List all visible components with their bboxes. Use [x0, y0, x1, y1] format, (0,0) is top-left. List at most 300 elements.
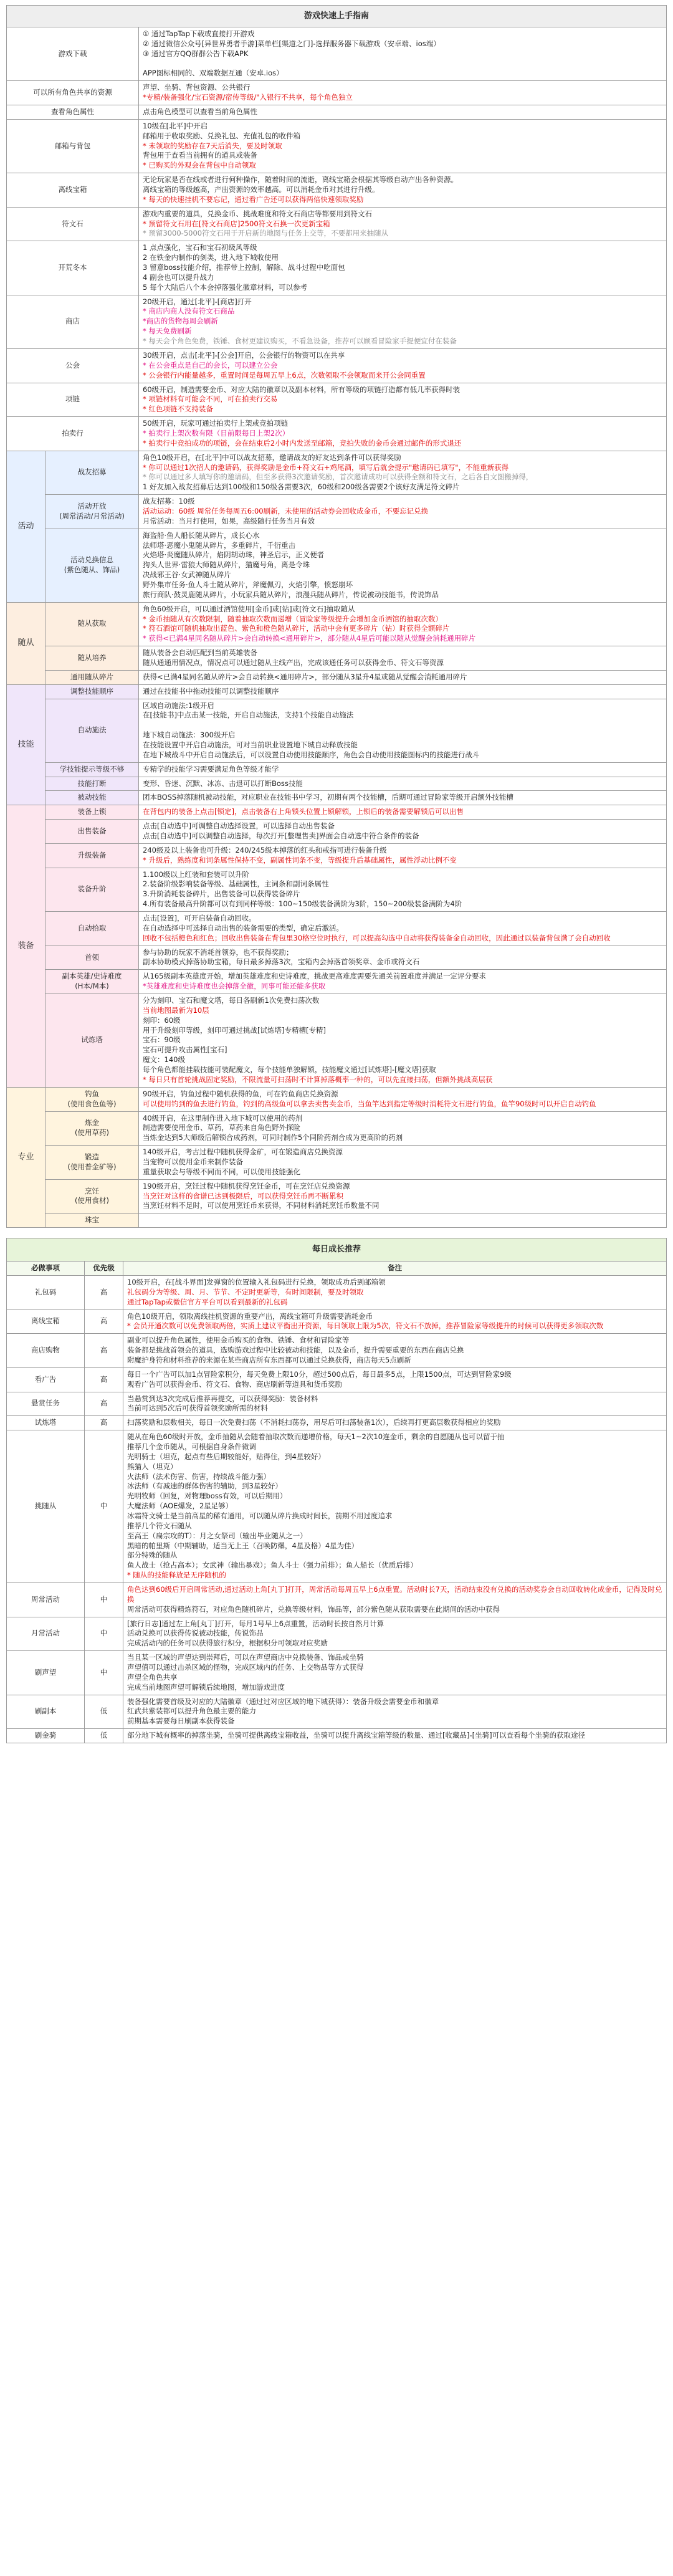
- note-line: 参与协助的玩家不消耗首领券，也不获得奖励；: [143, 947, 294, 957]
- guide-row: [7, 241, 667, 295]
- row-content: [139, 1111, 667, 1146]
- row-name: 离线宝箱: [7, 173, 139, 208]
- note-line: 部分地下城有概率的掉落坐骑，坐骑可提供离线宝箱收益，坐骑可以提升离线宝箱等级的数量、通过[收藏品]-[坐骑]可以查看每个坐骑的获取途径: [127, 1731, 586, 1740]
- note-line: 决战邪王谷·女武神随从碎片: [143, 570, 231, 580]
- note-line: 鱼人战士（抢占高本）；女武神（输出暴戏）；鱼人斗士（强力前排）；鱼人船长（优质后排）: [127, 1561, 418, 1570]
- note-line: * 在公会重点是自己的会长，可以建立公会: [143, 360, 278, 370]
- daily-priority: 高: [85, 1367, 123, 1392]
- note-line: 1 点点强化，宝石和宝石初级风等级: [143, 243, 257, 252]
- note-line: 4 副会也可以提升战力: [143, 272, 214, 282]
- row-name: 钓鱼 (使用食色鱼等): [45, 1087, 139, 1111]
- guide-row: [7, 791, 667, 805]
- row-content: [139, 868, 667, 911]
- daily-priority: 高: [85, 1392, 123, 1416]
- note-line: 1.100级以上红装和套装可以升阶: [143, 869, 249, 879]
- daily-note: [123, 1416, 667, 1430]
- note-line: 法师塔·恶魔小鬼随从碎片，多重碎片，千衍重击: [143, 540, 296, 550]
- note-line: * 红色项链不支持装备: [143, 405, 213, 414]
- note-line: 当烹饪材料不足时，可以使用烹饪币来获得，不同材料消耗烹饪币数量不同: [143, 1201, 379, 1210]
- row-content: [139, 451, 667, 494]
- guide-row: [7, 912, 667, 946]
- note-line: 可以使用钓到的鱼去进行钓鱼，钓到的高级鱼可以拿去卖售卖金币，当鱼竿达到指定等级时消耗符文石进行钓鱼，鱼竿90级时可以开启自动钓鱼: [143, 1099, 596, 1108]
- daily-note: [123, 1583, 667, 1617]
- col-note: 备注: [123, 1262, 667, 1276]
- note-line: * 会员开通次数可以免费领取两倍，实质上建议平衡出开资源，每日领取上限为5次，符文石不放掉，推荐冒险家等级提升的时候可以获得更多领取次数: [127, 1321, 604, 1331]
- guide-row: [7, 670, 667, 684]
- row-content: [139, 1146, 667, 1180]
- note-line: 黑暗的帕里斯（中期辅助，适当无上王（召唤防爆，4星及格）4星为佳）: [127, 1541, 359, 1550]
- daily-note: [123, 1334, 667, 1368]
- guide-row: [7, 946, 667, 970]
- note-line: 宝石：90级: [143, 1035, 181, 1045]
- note-line: 副业可以提升角色属性，使用金币购买的食物、铁锤、食材和冒险家等: [127, 1336, 350, 1345]
- row-content: [139, 646, 667, 671]
- col-item: 必做事项: [7, 1262, 85, 1276]
- daily-priority: 高: [85, 1334, 123, 1368]
- daily-priority: 低: [85, 1695, 123, 1729]
- note-line: 冰霜符文骑士是当前高星的稀有通用，可以随从碎片换成时间长，前期不用过度追求: [127, 1511, 393, 1520]
- note-line: * 拍卖行中竞拍成功的项链，会在结束后2小时内发送至邮箱，竞拍失败的金币会通过邮件的形式退还: [143, 438, 462, 448]
- note-line: 3 留意boss技能介绍，推荐带上控制，解除、战斗过程中吃面包: [143, 263, 345, 272]
- note-line: *英雄难度和史诗难度也会掉落全徽，同事可能还能多获取: [143, 982, 326, 991]
- note-line: 4.所有装备最高升阶都可以有到同样等级：100~150级装备满阶为3阶，150~200级装备满阶为4阶: [143, 899, 462, 909]
- row-name: 开荒冬本: [7, 241, 139, 295]
- row-content: [139, 207, 667, 241]
- note-line: 光明牧师（回复，对物理boss有效，可以后期用）: [127, 1491, 287, 1501]
- row-content: [139, 348, 667, 383]
- row-content: [139, 241, 667, 295]
- daily-row: [7, 1617, 667, 1651]
- row-name: 锻造 (使用普金矿等): [45, 1146, 139, 1180]
- note-line: 每日一个广告可以加1点冒险家积分，每天免费上限10分，超过500点后，每日最多5点，上限1500点，可达到冒险家9级: [127, 1369, 512, 1379]
- note-line: 战友招募：10级: [143, 497, 195, 506]
- note-line: * 金币抽随从有次数限制，随着抽取次数而递增（冒险家等级提升会增加金币酒馆的抽取次数）: [143, 614, 442, 623]
- note-line: 背包用于查看当前拥有的道具或装备: [143, 151, 257, 160]
- guide-row: [7, 820, 667, 844]
- note-line: * 符石酒馆可随机抽取出蓝色、紫色和橙色随从碎片，活动中会有更多碎片（钻）时获得全额碎片: [143, 624, 450, 633]
- row-name: 调整技能顺序: [45, 684, 139, 699]
- note-line: 用于升级刻印等级，刻印可通过挑战[试炼塔]专精槽[专精]: [143, 1025, 326, 1035]
- guide-title-row: [7, 6, 667, 27]
- note-line: 40级开启，在这里制作进入地下城可以使用的药剂: [143, 1113, 303, 1123]
- note-line: * 你可以通过1次招人的邀请码，获得奖励是金币+符文石+鸡尾酒，填写后就会提示"邀请码已填写"，不能重新获得: [143, 462, 509, 472]
- row-content: [139, 791, 667, 805]
- row-content: [139, 1214, 667, 1228]
- daily-item-name: 周常活动: [7, 1583, 85, 1617]
- note-line: [旅行日志]通过左上角[丸丁]打开，每月1号早上6点重置，活动时长按自然月计算: [127, 1619, 384, 1628]
- note-line: 光明骑士（坦克，起点有些后期较能好，贴得住，到4星较好）: [127, 1452, 325, 1461]
- note-line: 旅行商队·鼓灵鹿随从碎片，小玩家兵随从碎片，浪漫兵随从碎片，传说被动技能书，传说饰品: [143, 590, 439, 599]
- note-line: 随从装备会自动匹配到当前英雄装备: [143, 648, 257, 658]
- guide-document: [6, 5, 667, 1743]
- daily-note: [123, 1275, 667, 1310]
- note-line: ② 通过微信公众号[异世界勇者手游]菜单栏[渠道之门]-选择服务器下载游戏（安卓端、ios端）: [143, 39, 441, 48]
- note-line: 当炼金达到5大师级后解锁合成药剂，可同时制作5个同阶药剂合成为更高阶的药剂: [143, 1133, 403, 1142]
- note-line: 红武共紫装都可以提升角色最主要的能力: [127, 1707, 256, 1716]
- guide-row: [7, 868, 667, 911]
- note-line: 角色60级开启，可以通过酒馆使用[金币]或[钻]或[符文石]抽取随从: [143, 604, 355, 613]
- note-line: 观看广告可以获得金币、符文石、食物、商店刷新等道具和货币奖励: [127, 1379, 342, 1389]
- daily-column-headers: [7, 1262, 667, 1276]
- row-content: [139, 912, 667, 946]
- note-line: * 每日只有首轮挑战固定奖励，不限流量可扫荡时不计算掉落概率一种的，可以先直接扫荡，但额外挑战高层获: [143, 1075, 493, 1084]
- row-name: 出售装备: [45, 820, 139, 844]
- daily-row: [7, 1275, 667, 1310]
- row-content: [139, 495, 667, 529]
- row-name: 被动技能: [45, 791, 139, 805]
- section-label: 专业: [7, 1087, 45, 1227]
- note-line: 附魔护身符和材料推荐的来源在某些商店所有东西都可以通过兑换获得，商店每天5点刷新: [127, 1355, 411, 1364]
- note-line: 50级开启，玩家可通过拍卖行上架或竞拍项链: [143, 419, 289, 428]
- note-line: 2.装备阶级影响装备等级、基础属性，主词条和副词条属性: [143, 879, 329, 889]
- note-line: 随从通通用情况点，情况点可以通过随从主线产出，完成该通任务可以获得金币、符文石等资源: [143, 658, 444, 667]
- guide-row: [7, 1111, 667, 1146]
- note-line: 点击[设置]，可开启装备自动回收。: [143, 914, 256, 923]
- row-name: 珠宝: [45, 1214, 139, 1228]
- note-line: 野外集市任务·鱼人斗士随从碎片，斧魔佩刃，火焰引擎，愤怒崩坏: [143, 580, 353, 589]
- guide-row: [7, 348, 667, 383]
- note-line: 通过TapTap或微信官方平台可以看到最新的礼包码: [127, 1297, 288, 1306]
- note-line: 变形、昏迷、沉默、冰冻、击退可以打断Boss技能: [143, 778, 303, 788]
- note-line: 推荐几个符文石随从: [127, 1521, 192, 1530]
- guide-row: [7, 383, 667, 417]
- guide-row: [7, 295, 667, 348]
- note-line: 30级开启，点击[北平]-[公会]开启，公会银行的物资可以在共享: [143, 350, 345, 360]
- note-line: 10级在[北平]中开启: [143, 121, 208, 130]
- note-line: 邮箱用于收取奖励、兑换礼包、充值礼包的收件箱: [143, 131, 300, 140]
- daily-priority: 中: [85, 1651, 123, 1695]
- note-line: 3.升阶消耗装备碎片，出售装备可以获得装备碎片: [143, 889, 300, 899]
- daily-title-row: [7, 1238, 667, 1262]
- note-line: [143, 1215, 662, 1225]
- note-line: 火焰塔·炎魔随从碎片，焰阴胡动珠，神圣启示，正义便者: [143, 550, 325, 560]
- note-line: 游戏内重要的道具，兑换金币、挑战难度和符文石商店等都要用到符文石: [143, 209, 372, 218]
- daily-priority: 中: [85, 1617, 123, 1651]
- guide-row: [7, 970, 667, 994]
- row-content: [139, 805, 667, 820]
- section-label: 技能: [7, 684, 45, 805]
- daily-item-name: 刷金骑: [7, 1729, 85, 1743]
- note-line: 从165级副本英雄度开始，增加英雄难度和史诗难度，挑战更高难度需要先通关前置难度并满足一定评分要求: [143, 972, 486, 981]
- note-line: 宝石可提升攻击属性[宝石]: [143, 1045, 227, 1055]
- note-line: 区域自动施法:1级开启: [143, 701, 214, 710]
- note-line: 2 在铁金内制作的剑类，进入地下城收使用: [143, 253, 279, 262]
- note-line: 制造需要使用金币、草药，草药来自角色野外探险: [143, 1123, 300, 1132]
- daily-note: [123, 1651, 667, 1695]
- daily-row: [7, 1729, 667, 1743]
- row-name: 可以所有角色共享的资源: [7, 81, 139, 105]
- note-line: * 每天会个角色免费，铁锤、食材更建议购买，不看急设备，推荐可以顾看冒险家手提便宜付在装备: [143, 337, 457, 346]
- note-line: 角色达到60级后开启周常活动,通过活动上角[丸丁]打开，周常活动每周五早上6点重置。活动时长7天，活动结束没有兑换的活动奖券会自动回收转化成金币，记得及时兑换: [127, 1585, 662, 1604]
- row-content: [139, 602, 667, 646]
- daily-row: [7, 1334, 667, 1368]
- note-line: 熊猫人（坦克）: [127, 1462, 178, 1471]
- row-content: [139, 81, 667, 105]
- daily-priority: 高: [85, 1275, 123, 1310]
- note-line: 推荐几个金币随从，可根据自身条件微调: [127, 1442, 256, 1451]
- note-line: 当前可达到5次后可获得首领奖励所需的材料: [127, 1404, 268, 1413]
- note-line: 当宠物可以使用金币来制作装备: [143, 1157, 243, 1166]
- row-name: 试炼塔: [45, 994, 139, 1088]
- daily-row: [7, 1310, 667, 1334]
- guide-row: [7, 529, 667, 602]
- row-name: 装备上锁: [45, 805, 139, 820]
- row-name: 副本英雄/史诗难度 (H本/M本): [45, 970, 139, 994]
- note-line: 火法师（法术伤害、伤害，持续战斗能力强）: [127, 1472, 270, 1481]
- note-line: 专精学的技能学习需要满足角色等级才能学: [143, 764, 279, 773]
- guide-row: [7, 684, 667, 699]
- note-line: ① 通过TapTap下载或直接打开游戏: [143, 29, 255, 38]
- guide-title: 游戏快速上手指南: [7, 6, 667, 27]
- note-line: 角色10级开启，在[北平]中可以战友招募，邀请战友的好友达到条件可以获得奖励: [143, 452, 401, 462]
- row-name: 符文石: [7, 207, 139, 241]
- note-line: 通过在技能书中拖动技能可以调整技能顺序: [143, 686, 279, 696]
- note-line: 回收不包括橙色和红色；回收出售装备在背包里30格空位时执行，可以提高勾选中自动将获得装备金自动回收，因此通过以装备背包满了会自动回收: [143, 933, 611, 942]
- note-line: 在自动选择中可选择自动出售的装备需要的类型，确定后激活。: [143, 923, 343, 932]
- row-content: [139, 27, 667, 81]
- guide-row: [7, 843, 667, 868]
- note-line: 月常活动：当月打使用，如果，高级随行任务当月有效: [143, 516, 315, 525]
- note-line: 无论玩家是否在线或者进行何种操作，随着时间的流逝，离线宝箱会根据其等级自动产出各种资源。: [143, 175, 458, 184]
- daily-row: [7, 1651, 667, 1695]
- row-content: [139, 994, 667, 1088]
- note-line: 当且某一区域的声望达到崇拜后，可以在声望商店中兑换装备、饰品或坐骑: [127, 1653, 364, 1662]
- note-line: 在技能设置中开启自动施法，可对当前职业设置地下城自动释放技能: [143, 740, 358, 749]
- note-line: * 预留3000-5000符文石用于开启新的地图与任务上交等，不要都用来抽随从: [143, 229, 389, 238]
- row-content: [139, 417, 667, 451]
- note-line: 副本协助模式掉落协助宝箱，每日最多掉落3次，宝箱内会掉落首领奖章、金币或符文石: [143, 957, 420, 967]
- row-content: [139, 762, 667, 777]
- note-line: * 随从的技能释放是无序随机的: [127, 1571, 226, 1580]
- guide-row: [7, 1179, 667, 1214]
- guide-row: [7, 451, 667, 494]
- daily-item-name: 试炼塔: [7, 1416, 85, 1430]
- row-content: [139, 684, 667, 699]
- note-line: 在背包内的装备上点击[锁定]，点击装备右上角锁头位置上锁解锁，上锁后的装备需要解锁后可以出售: [143, 807, 464, 816]
- row-content: [139, 820, 667, 844]
- daily-priority: 中: [85, 1430, 123, 1583]
- note-line: * 每天免费刷新: [143, 327, 192, 336]
- row-name: 学技能提示等级不够: [45, 762, 139, 777]
- note-line: 20级开启，通过[北平]-[商店]打开: [143, 297, 252, 306]
- guide-row: [7, 207, 667, 241]
- note-line: 声望全角色共享: [127, 1672, 178, 1682]
- note-line: * 预留符文石用在[符文石商店]2500符文石换一次更新宝箱: [143, 219, 330, 228]
- guide-row: [7, 646, 667, 671]
- note-line: 装备都是挑战首领会的道具，选购游戏过程中比较被动和技能，以及金币，提升需要重要的东西在商店兑换: [127, 1346, 464, 1355]
- daily-note: [123, 1392, 667, 1416]
- guide-row: [7, 805, 667, 820]
- row-name: 自动拾取: [45, 912, 139, 946]
- note-line: 部分特殊的随从: [127, 1551, 178, 1560]
- row-name: 项链: [7, 383, 139, 417]
- guide-row: [7, 1087, 667, 1111]
- daily-priority: 高: [85, 1416, 123, 1430]
- note-line: 至高王（扁宗攻的T）：月之女祭司（输出毕业随从之一）: [127, 1531, 307, 1540]
- daily-note: [123, 1729, 667, 1743]
- row-content: [139, 970, 667, 994]
- note-line: * 公会银行内能量越多，重置时间是每周五早上6点，次数领取不会领取而来开公会同重置: [143, 370, 426, 380]
- note-line: 角色10级开启，领取离线挂机资源的重要产出，离线宝箱可升级需要消耗金币: [127, 1311, 373, 1321]
- note-line: 声望值可以通过击杀区域的怪物，完成区域内的任务、上交物品等方式获得: [127, 1663, 364, 1672]
- guide-row: [7, 105, 667, 120]
- note-line: 点击角色模型可以查看当前角色属性: [143, 107, 257, 117]
- note-line: APP图标相同的、双端数据互通（安卓.ios）: [143, 69, 284, 78]
- note-line: 90级开启，钓鱼过程中随机获得的鱼，可在钓鱼商店兑换资源: [143, 1089, 338, 1098]
- daily-row: [7, 1583, 667, 1617]
- note-line: *商店的货物每周会刷新: [143, 317, 218, 326]
- row-name: 技能打断: [45, 777, 139, 791]
- row-content: [139, 670, 667, 684]
- note-line: * 升级后，熟练度和词条属性保持不变，副属性词条不变，等级提升后基础属性，属性浮动比例不变: [143, 855, 457, 864]
- note-line: 周常活动可获得精炼符石，对应角色随机碎片，兑换等级材料，饰品等，部分紫色随从获取需要在此期间的活动中获得: [127, 1604, 500, 1614]
- note-line: 60级开启，制造需要金币、对应大陆的徽章以及副本材料，所有等级的项链打造都有低几率获得时装: [143, 385, 461, 394]
- note-line: * 未领取的奖励存在7天后消失，要及时领取: [143, 141, 282, 150]
- note-line: * 获得<已满4星同名随从碎片>会自动转换<通用碎片>，部分随从4星后可能以随从觉醒会消耗通用碎片: [143, 634, 476, 643]
- note-line: 获得<已满4星同名随从碎片>会自动转换<通用碎片>，部分随从3星升4星或随从觉醒会消耗通用碎片: [143, 672, 467, 681]
- daily-note: [123, 1430, 667, 1583]
- row-content: [139, 105, 667, 120]
- guide-row: [7, 417, 667, 451]
- note-line: 前期基本需要每日刷副本获得装备: [127, 1717, 235, 1726]
- note-line: 地下城自动施法：300级开启: [143, 730, 236, 740]
- guide-row: [7, 173, 667, 208]
- note-line: 声望、坐骑、背包资源、公共银行: [143, 83, 251, 92]
- row-name: 公会: [7, 348, 139, 383]
- daily-row: [7, 1367, 667, 1392]
- note-line: 活动兑换可以获得传说被动技能，传说饰品: [127, 1629, 264, 1638]
- row-content: [139, 529, 667, 602]
- row-content: [139, 946, 667, 970]
- guide-row: [7, 495, 667, 529]
- note-line: * 每天的快速挂机不要忘记，通过看广告还可以获得两倍快速领取奖励: [143, 194, 364, 204]
- row-name: 首领: [45, 946, 139, 970]
- note-line: 每个角色都能挂载技能可装配魔文，每个技能单独解锁，技能魔文通过[试炼塔]-[魔文塔]获取: [143, 1065, 436, 1075]
- row-name: 查看角色属性: [7, 105, 139, 120]
- note-line: 点击[自动选中]可以调整自动选择，每次打开[整理售卖]界面会自动选中符合条件的装备: [143, 831, 419, 841]
- guide-row: [7, 1146, 667, 1180]
- note-line: * 商店内商人没有符文石商品: [143, 307, 235, 316]
- row-name: 炼金 (使用草药): [45, 1111, 139, 1146]
- row-content: [139, 699, 667, 762]
- row-content: [139, 1087, 667, 1111]
- row-content: [139, 119, 667, 173]
- guide-row: [7, 27, 667, 81]
- row-name: 拍卖行: [7, 417, 139, 451]
- row-name: 随从培养: [45, 646, 139, 671]
- note-line: 当烹饪对这样的食谱已达到极限后，可以获得烹饪币再不断累积: [143, 1191, 343, 1200]
- row-content: [139, 173, 667, 208]
- note-line: 分为刻印、宝石和魔文塔，每日各刷新1次免费扫荡次数: [143, 996, 320, 1005]
- note-line: 点击[自动选中]可调整自动选择设置，可以选择自动出售装备: [143, 821, 335, 831]
- note-line: 刻印：60级: [143, 1015, 181, 1025]
- note-line: 团本BOSS掉落随机被动技能，对应职业在技能书中学习，初期有两个技能槽，后期可通过冒险家等级开启额外技能槽: [143, 793, 513, 802]
- note-line: 140级开启，考古过程中随机获得金矿，可在锻造商店兑换资源: [143, 1147, 343, 1157]
- row-name: 邮箱与背包: [7, 119, 139, 173]
- row-content: [139, 1179, 667, 1214]
- daily-row: [7, 1416, 667, 1430]
- note-line: 当悬赏到达3次完成后推荐再提交，可以获得奖励：装备材料: [127, 1394, 318, 1403]
- daily-priority: 中: [85, 1583, 123, 1617]
- row-name: 活动开放 (周常活动/月常活动): [45, 495, 139, 529]
- note-line: 240级及以上装备也可升级：240/245级本掉落的红头和戒指可进行装备升级: [143, 845, 387, 855]
- row-name: 烹饪 (使用食材): [45, 1179, 139, 1214]
- guide-row: [7, 119, 667, 173]
- daily-table: [6, 1238, 667, 1743]
- note-line: 当前地图最新为10层: [143, 1005, 209, 1015]
- row-name: 游戏下载: [7, 27, 139, 81]
- note-line: 重量获取会与等级不同而不同，可以使用技能强化: [143, 1167, 300, 1176]
- row-content: [139, 843, 667, 868]
- daily-item-name: 看广告: [7, 1367, 85, 1392]
- daily-item-name: 离线宝箱: [7, 1310, 85, 1334]
- note-line: ③ 通过官方QQ群群公告下载APK: [143, 49, 249, 58]
- note-line: * 你可以通过多人填写你的邀请码，但至多获得3次邀请奖励，首次邀请成功可以获得全额和符文石，之后各自文图搬掉得，: [143, 472, 533, 482]
- daily-note: [123, 1617, 667, 1651]
- note-line: 冰法师（有减速的群体伤害的辅助，到3星较好）: [127, 1482, 282, 1491]
- note-line: * 已购买的外观会在背包中自动领取: [143, 161, 256, 170]
- daily-item-name: 礼包码: [7, 1275, 85, 1310]
- row-name: 活动兑换信息 (紫色随从、饰品): [45, 529, 139, 602]
- note-line: 5 每个大陆后八个本会掉落强化徽章材料，可以参考: [143, 282, 307, 292]
- daily-note: [123, 1695, 667, 1729]
- guide-row: [7, 762, 667, 777]
- daily-item-name: 挑随从: [7, 1430, 85, 1583]
- note-line: *专精/装备强化/宝石资源/宿传等级/"入银行不共享，每个角色独立: [143, 93, 353, 102]
- note-line: * 拍卖行上架次数有限（目前限每日上架2次）: [143, 428, 290, 438]
- daily-item-name: 悬赏任务: [7, 1392, 85, 1416]
- note-line: 大魔法师（AOE爆发，2星足够）: [127, 1501, 233, 1511]
- note-line: 随从在角色60级时开放，金币抽随从会随着抽取次数而递增价格，每天1~2次10连金币，剩余的自愿随从也可以留于抽: [127, 1432, 505, 1442]
- daily-note: [123, 1367, 667, 1392]
- guide-table: [6, 5, 667, 1228]
- row-name: 升级装备: [45, 843, 139, 868]
- daily-item-name: 刷副本: [7, 1695, 85, 1729]
- row-name: 商店: [7, 295, 139, 348]
- note-line: 装备强化需要首级及对应的大陆徽章（通过过对应区域的地下城获得）：装备升级会需要金币和徽章: [127, 1697, 439, 1706]
- col-priority: 优先级: [85, 1262, 123, 1276]
- note-line: 190级开启，烹饪过程中随机获得烹饪金币，可在烹饪店兑换资源: [143, 1181, 350, 1190]
- note-line: 在地下城战斗中开启自动施法后，可以设置自动使用技能顺序，角色会自动使用技能图标内的技能进行战斗: [143, 750, 480, 759]
- note-line: 海盗船·鱼人船长随从碎片，成长心水: [143, 530, 260, 540]
- note-line: 狗头人世界·雷狼大师随从碎片，猫魔号角，离是令珠: [143, 560, 310, 570]
- note-line: 礼包码分为等级、周、月、节节、不定时更新等，有时间限制，要及时领取: [127, 1287, 364, 1296]
- row-name: 战友招募: [45, 451, 139, 494]
- guide-row: [7, 699, 667, 762]
- note-line: 完成当前地图声望可解锁后续地图，增加游戏进度: [127, 1682, 285, 1692]
- row-content: [139, 295, 667, 348]
- guide-row: [7, 81, 667, 105]
- daily-priority: 低: [85, 1729, 123, 1743]
- note-line: 完成活动内的任务可以获得旅行积分，根据积分可领取对应奖励: [127, 1639, 328, 1648]
- row-content: [139, 777, 667, 791]
- guide-row: [7, 602, 667, 646]
- row-name: 随从获取: [45, 602, 139, 646]
- daily-item-name: 商店购物: [7, 1334, 85, 1368]
- note-line: [143, 721, 662, 730]
- daily-row: [7, 1430, 667, 1583]
- note-line: 离线宝箱的等级越高，产出资源的效率越高。可以消耗金币对其进行升级。: [143, 185, 379, 194]
- guide-row: [7, 1214, 667, 1228]
- note-line: 10级开启，在[战斗界面]发弹窗的位置输入礼包码进行兑换，领取成功后到邮箱领: [127, 1277, 386, 1286]
- daily-row: [7, 1392, 667, 1416]
- daily-row: [7, 1695, 667, 1729]
- section-label: 装备: [7, 805, 45, 1087]
- note-line: 1 好友加入战友招募后达到100级和150级各需要3次，60级和200级各需要2个该好友满足符文碎片: [143, 482, 460, 492]
- guide-row: [7, 994, 667, 1088]
- daily-item-name: 刷声望: [7, 1651, 85, 1695]
- daily-item-name: 月常活动: [7, 1617, 85, 1651]
